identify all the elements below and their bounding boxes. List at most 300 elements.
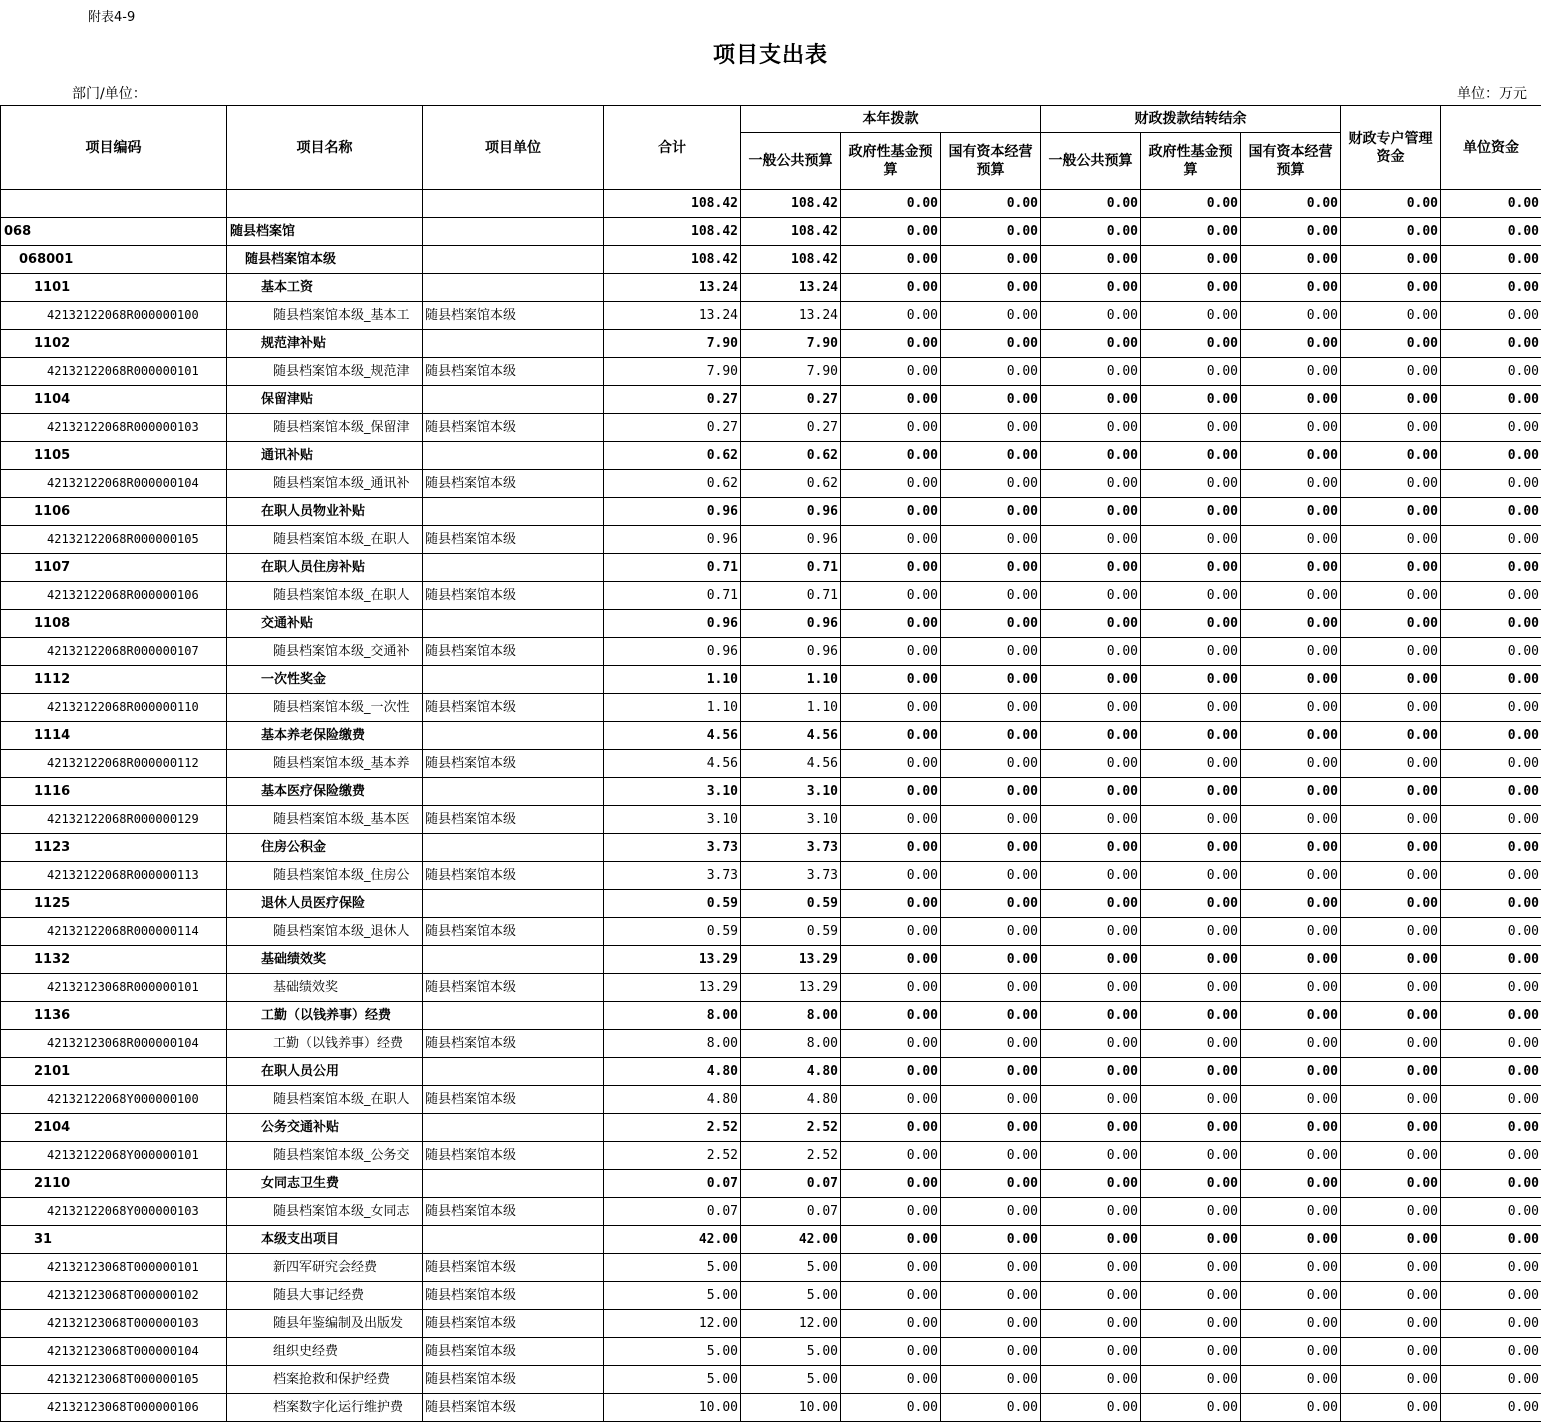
row-carry-general: 0.00 (1041, 1394, 1141, 1422)
row-own: 0.00 (1441, 862, 1541, 890)
row-code: 42132123068T000000103 (1, 1310, 227, 1338)
row-name (227, 190, 423, 218)
table-row (1, 274, 1541, 302)
row-unit: 随县档案馆本级 (423, 470, 604, 498)
row-unit (423, 722, 604, 750)
row-carry-general: 0.00 (1041, 554, 1141, 582)
row-current-general: 0.96 (741, 638, 841, 666)
table-row (1, 666, 1541, 694)
row-total: 0.96 (604, 638, 741, 666)
row-name: 随县档案馆 (227, 218, 423, 246)
row-carry-general: 0.00 (1041, 1086, 1141, 1114)
row-special: 0.00 (1341, 1058, 1441, 1086)
row-current-gov-fund: 0.00 (841, 582, 941, 610)
row-code: 42132122068R000000106 (1, 582, 227, 610)
table-row (1, 470, 1541, 498)
table-row (1, 1282, 1541, 1310)
row-special: 0.00 (1341, 890, 1441, 918)
row-current-state-capital: 0.00 (941, 1030, 1041, 1058)
row-special: 0.00 (1341, 1142, 1441, 1170)
row-carry-general: 0.00 (1041, 1254, 1141, 1282)
row-current-general: 3.10 (741, 806, 841, 834)
row-unit: 随县档案馆本级 (423, 1086, 604, 1114)
table-row (1, 1226, 1541, 1254)
row-carry-general: 0.00 (1041, 470, 1141, 498)
row-unit (423, 890, 604, 918)
row-total: 3.73 (604, 834, 741, 862)
table-row (1, 1198, 1541, 1226)
row-name: 随县档案馆本级_在职人 (227, 1086, 423, 1114)
row-unit (423, 778, 604, 806)
row-total: 0.07 (604, 1170, 741, 1198)
row-code: 42132123068R000000104 (1, 1030, 227, 1058)
row-current-general: 7.90 (741, 330, 841, 358)
row-own: 0.00 (1441, 498, 1541, 526)
row-current-gov-fund: 0.00 (841, 498, 941, 526)
row-carry-gov-fund: 0.00 (1141, 414, 1241, 442)
row-special: 0.00 (1341, 806, 1441, 834)
row-current-state-capital: 0.00 (941, 1310, 1041, 1338)
row-code: 42132123068T000000101 (1, 1254, 227, 1282)
row-name: 随县档案馆本级_在职人 (227, 582, 423, 610)
row-carry-gov-fund: 0.00 (1141, 526, 1241, 554)
row-own: 0.00 (1441, 274, 1541, 302)
row-code: 42132122068R000000104 (1, 470, 227, 498)
row-carry-general: 0.00 (1041, 1030, 1141, 1058)
row-own: 0.00 (1441, 1142, 1541, 1170)
row-current-state-capital: 0.00 (941, 470, 1041, 498)
row-carry-state-capital: 0.00 (1241, 974, 1341, 1002)
row-carry-general: 0.00 (1041, 946, 1141, 974)
row-current-gov-fund: 0.00 (841, 1198, 941, 1226)
row-current-gov-fund: 0.00 (841, 246, 941, 274)
row-code: 1116 (1, 778, 227, 806)
row-own: 0.00 (1441, 1030, 1541, 1058)
row-special: 0.00 (1341, 946, 1441, 974)
row-special: 0.00 (1341, 582, 1441, 610)
row-current-state-capital: 0.00 (941, 1254, 1041, 1282)
row-carry-gov-fund: 0.00 (1141, 638, 1241, 666)
row-current-general: 1.10 (741, 694, 841, 722)
row-carry-gov-fund: 0.00 (1141, 974, 1241, 1002)
row-current-gov-fund: 0.00 (841, 330, 941, 358)
row-current-state-capital: 0.00 (941, 834, 1041, 862)
row-name: 随县档案馆本级_退休人 (227, 918, 423, 946)
row-carry-gov-fund: 0.00 (1141, 778, 1241, 806)
row-current-gov-fund: 0.00 (841, 1310, 941, 1338)
row-unit (423, 218, 604, 246)
row-own: 0.00 (1441, 694, 1541, 722)
row-special: 0.00 (1341, 190, 1441, 218)
row-unit: 随县档案馆本级 (423, 1030, 604, 1058)
row-carry-general: 0.00 (1041, 582, 1141, 610)
row-own: 0.00 (1441, 1114, 1541, 1142)
row-own: 0.00 (1441, 1254, 1541, 1282)
row-current-state-capital: 0.00 (941, 750, 1041, 778)
dept-label: 部门/单位： (72, 86, 147, 102)
row-carry-general: 0.00 (1041, 750, 1141, 778)
row-total: 7.90 (604, 358, 741, 386)
row-unit (423, 386, 604, 414)
row-current-state-capital: 0.00 (941, 274, 1041, 302)
row-unit (423, 1058, 604, 1086)
row-carry-gov-fund: 0.00 (1141, 862, 1241, 890)
row-name: 保留津贴 (227, 386, 423, 414)
table-row (1, 918, 1541, 946)
row-name: 档案抢救和保护经费 (227, 1366, 423, 1394)
row-carry-gov-fund: 0.00 (1141, 1030, 1241, 1058)
row-current-gov-fund: 0.00 (841, 414, 941, 442)
row-current-state-capital: 0.00 (941, 386, 1041, 414)
row-current-general: 2.52 (741, 1142, 841, 1170)
row-total: 4.56 (604, 722, 741, 750)
row-current-gov-fund: 0.00 (841, 386, 941, 414)
row-current-general: 108.42 (741, 190, 841, 218)
row-carry-general: 0.00 (1041, 638, 1141, 666)
row-own: 0.00 (1441, 1394, 1541, 1422)
row-code: 31 (1, 1226, 227, 1254)
row-total: 7.90 (604, 330, 741, 358)
header-unit: 项目单位 (423, 106, 604, 190)
row-carry-gov-fund: 0.00 (1141, 330, 1241, 358)
row-unit (423, 1002, 604, 1030)
row-carry-general: 0.00 (1041, 1310, 1141, 1338)
header-total: 合计 (604, 106, 741, 190)
appendix-label: 附表4-9 (88, 10, 136, 25)
page-title: 项目支出表 (712, 43, 828, 68)
row-carry-state-capital: 0.00 (1241, 190, 1341, 218)
row-unit (423, 246, 604, 274)
row-code: 42132123068T000000102 (1, 1282, 227, 1310)
row-carry-gov-fund: 0.00 (1141, 302, 1241, 330)
row-carry-general: 0.00 (1041, 246, 1141, 274)
row-name: 随县档案馆本级_基本医 (227, 806, 423, 834)
row-code: 42132122068R000000110 (1, 694, 227, 722)
row-carry-gov-fund: 0.00 (1141, 722, 1241, 750)
header-carry-group: 财政拨款结转结余 (1041, 106, 1341, 133)
row-carry-gov-fund: 0.00 (1141, 1338, 1241, 1366)
row-name: 随县年鉴编制及出版发 (227, 1310, 423, 1338)
row-name: 随县大事记经费 (227, 1282, 423, 1310)
row-current-gov-fund: 0.00 (841, 750, 941, 778)
row-current-general: 0.27 (741, 386, 841, 414)
row-carry-general: 0.00 (1041, 610, 1141, 638)
row-name: 基本养老保险缴费 (227, 722, 423, 750)
row-carry-general: 0.00 (1041, 1338, 1141, 1366)
row-current-gov-fund: 0.00 (841, 834, 941, 862)
row-unit (423, 610, 604, 638)
table-row (1, 442, 1541, 470)
row-carry-general: 0.00 (1041, 1002, 1141, 1030)
row-current-general: 108.42 (741, 246, 841, 274)
row-special: 0.00 (1341, 1086, 1441, 1114)
row-carry-general: 0.00 (1041, 1114, 1141, 1142)
row-current-state-capital: 0.00 (941, 722, 1041, 750)
row-carry-state-capital: 0.00 (1241, 1226, 1341, 1254)
row-unit: 随县档案馆本级 (423, 918, 604, 946)
row-current-general: 5.00 (741, 1254, 841, 1282)
row-unit: 随县档案馆本级 (423, 414, 604, 442)
row-carry-state-capital: 0.00 (1241, 498, 1341, 526)
row-code: 1125 (1, 890, 227, 918)
row-own: 0.00 (1441, 610, 1541, 638)
row-carry-gov-fund: 0.00 (1141, 666, 1241, 694)
row-current-state-capital: 0.00 (941, 946, 1041, 974)
row-special: 0.00 (1341, 470, 1441, 498)
row-unit (423, 554, 604, 582)
row-carry-general: 0.00 (1041, 190, 1141, 218)
row-current-state-capital: 0.00 (941, 1142, 1041, 1170)
table-row (1, 246, 1541, 274)
row-current-general: 0.62 (741, 470, 841, 498)
row-carry-gov-fund: 0.00 (1141, 1394, 1241, 1422)
row-total: 108.42 (604, 246, 741, 274)
table-row (1, 722, 1541, 750)
row-unit (423, 190, 604, 218)
row-current-state-capital: 0.00 (941, 498, 1041, 526)
row-name: 组织史经费 (227, 1338, 423, 1366)
row-current-general: 0.59 (741, 918, 841, 946)
row-special: 0.00 (1341, 1170, 1441, 1198)
row-carry-gov-fund: 0.00 (1141, 750, 1241, 778)
table-body (1, 190, 1541, 1422)
row-total: 5.00 (604, 1338, 741, 1366)
row-total: 13.29 (604, 946, 741, 974)
table-row (1, 330, 1541, 358)
row-code: 2101 (1, 1058, 227, 1086)
row-code: 42132122068R000000107 (1, 638, 227, 666)
row-carry-state-capital: 0.00 (1241, 582, 1341, 610)
row-code: 1108 (1, 610, 227, 638)
row-code (1, 190, 227, 218)
row-current-gov-fund: 0.00 (841, 1254, 941, 1282)
row-code: 42132123068T000000106 (1, 1394, 227, 1422)
row-current-gov-fund: 0.00 (841, 974, 941, 1002)
table-row (1, 890, 1541, 918)
row-special: 0.00 (1341, 638, 1441, 666)
row-total: 4.56 (604, 750, 741, 778)
row-name: 随县档案馆本级_通讯补 (227, 470, 423, 498)
table-row (1, 694, 1541, 722)
row-code: 42132123068R000000101 (1, 974, 227, 1002)
row-carry-general: 0.00 (1041, 834, 1141, 862)
row-current-general: 3.73 (741, 834, 841, 862)
row-current-general: 108.42 (741, 218, 841, 246)
row-name: 随县档案馆本级_一次性 (227, 694, 423, 722)
row-carry-state-capital: 0.00 (1241, 1198, 1341, 1226)
row-current-gov-fund: 0.00 (841, 1282, 941, 1310)
row-code: 1107 (1, 554, 227, 582)
row-carry-state-capital: 0.00 (1241, 666, 1341, 694)
row-current-general: 4.56 (741, 722, 841, 750)
row-carry-general: 0.00 (1041, 1142, 1141, 1170)
row-name: 随县档案馆本级_公务交 (227, 1142, 423, 1170)
row-own: 0.00 (1441, 1366, 1541, 1394)
table-row (1, 638, 1541, 666)
row-current-state-capital: 0.00 (941, 1338, 1041, 1366)
row-name: 退休人员医疗保险 (227, 890, 423, 918)
row-carry-general: 0.00 (1041, 1366, 1141, 1394)
table-row (1, 218, 1541, 246)
header-current-group: 本年拨款 (741, 106, 1041, 133)
row-special: 0.00 (1341, 386, 1441, 414)
row-own: 0.00 (1441, 1226, 1541, 1254)
row-name: 在职人员住房补贴 (227, 554, 423, 582)
row-unit: 随县档案馆本级 (423, 806, 604, 834)
row-special: 0.00 (1341, 834, 1441, 862)
row-carry-gov-fund: 0.00 (1141, 246, 1241, 274)
row-total: 3.10 (604, 806, 741, 834)
row-unit: 随县档案馆本级 (423, 582, 604, 610)
row-total: 4.80 (604, 1058, 741, 1086)
row-current-general: 0.59 (741, 890, 841, 918)
row-code: 42132122068R000000129 (1, 806, 227, 834)
row-total: 0.07 (604, 1198, 741, 1226)
row-special: 0.00 (1341, 246, 1441, 274)
row-total: 2.52 (604, 1142, 741, 1170)
row-code: 42132122068R000000114 (1, 918, 227, 946)
row-unit: 随县档案馆本级 (423, 1394, 604, 1422)
row-current-general: 0.07 (741, 1198, 841, 1226)
row-current-state-capital: 0.00 (941, 414, 1041, 442)
row-current-general: 7.90 (741, 358, 841, 386)
row-code: 42132122068R000000112 (1, 750, 227, 778)
row-current-gov-fund: 0.00 (841, 1030, 941, 1058)
row-current-general: 13.29 (741, 974, 841, 1002)
row-carry-general: 0.00 (1041, 666, 1141, 694)
row-current-gov-fund: 0.00 (841, 722, 941, 750)
header-current-gov-fund: 政府性基金预算 (841, 133, 941, 190)
header-own: 单位资金 (1441, 106, 1541, 190)
row-carry-gov-fund: 0.00 (1141, 1058, 1241, 1086)
table-row (1, 1310, 1541, 1338)
row-current-state-capital: 0.00 (941, 1170, 1041, 1198)
row-special: 0.00 (1341, 610, 1441, 638)
row-carry-general: 0.00 (1041, 1226, 1141, 1254)
row-carry-gov-fund: 0.00 (1141, 1086, 1241, 1114)
row-name: 随县档案馆本级_在职人 (227, 526, 423, 554)
row-current-general: 5.00 (741, 1282, 841, 1310)
row-total: 0.59 (604, 890, 741, 918)
row-carry-gov-fund: 0.00 (1141, 1170, 1241, 1198)
row-own: 0.00 (1441, 918, 1541, 946)
header-carry-gov-fund: 政府性基金预算 (1141, 133, 1241, 190)
row-name: 基础绩效奖 (227, 974, 423, 1002)
table-row (1, 1030, 1541, 1058)
table-row (1, 498, 1541, 526)
row-current-state-capital: 0.00 (941, 526, 1041, 554)
row-current-general: 8.00 (741, 1002, 841, 1030)
row-carry-state-capital: 0.00 (1241, 470, 1341, 498)
row-carry-gov-fund: 0.00 (1141, 806, 1241, 834)
row-own: 0.00 (1441, 1338, 1541, 1366)
table-row (1, 302, 1541, 330)
row-code: 1132 (1, 946, 227, 974)
row-current-general: 0.71 (741, 554, 841, 582)
row-current-state-capital: 0.00 (941, 1114, 1041, 1142)
row-current-gov-fund: 0.00 (841, 358, 941, 386)
row-special: 0.00 (1341, 722, 1441, 750)
table-row (1, 386, 1541, 414)
row-total: 0.96 (604, 498, 741, 526)
row-carry-state-capital: 0.00 (1241, 694, 1341, 722)
row-code: 1105 (1, 442, 227, 470)
row-current-gov-fund: 0.00 (841, 470, 941, 498)
row-carry-state-capital: 0.00 (1241, 414, 1341, 442)
row-current-gov-fund: 0.00 (841, 442, 941, 470)
row-current-state-capital: 0.00 (941, 1058, 1041, 1086)
project-expenditure-table (0, 105, 1541, 1422)
table-row (1, 610, 1541, 638)
row-total: 5.00 (604, 1254, 741, 1282)
row-current-gov-fund: 0.00 (841, 190, 941, 218)
row-total: 13.24 (604, 274, 741, 302)
row-own: 0.00 (1441, 218, 1541, 246)
row-current-state-capital: 0.00 (941, 610, 1041, 638)
row-current-state-capital: 0.00 (941, 190, 1041, 218)
row-special: 0.00 (1341, 218, 1441, 246)
row-current-gov-fund: 0.00 (841, 890, 941, 918)
table-row (1, 750, 1541, 778)
row-current-state-capital: 0.00 (941, 246, 1041, 274)
row-name: 基本工资 (227, 274, 423, 302)
row-name: 公务交通补贴 (227, 1114, 423, 1142)
row-own: 0.00 (1441, 946, 1541, 974)
row-carry-state-capital: 0.00 (1241, 806, 1341, 834)
row-carry-gov-fund: 0.00 (1141, 946, 1241, 974)
row-total: 2.52 (604, 1114, 741, 1142)
row-carry-state-capital: 0.00 (1241, 750, 1341, 778)
row-total: 108.42 (604, 190, 741, 218)
row-current-gov-fund: 0.00 (841, 1226, 941, 1254)
row-carry-state-capital: 0.00 (1241, 274, 1341, 302)
row-carry-state-capital: 0.00 (1241, 442, 1341, 470)
row-code: 42132122068Y000000101 (1, 1142, 227, 1170)
row-special: 0.00 (1341, 778, 1441, 806)
row-carry-gov-fund: 0.00 (1141, 498, 1241, 526)
row-own: 0.00 (1441, 1002, 1541, 1030)
row-unit: 随县档案馆本级 (423, 1142, 604, 1170)
row-code: 1136 (1, 1002, 227, 1030)
row-name: 随县档案馆本级 (227, 246, 423, 274)
row-current-state-capital: 0.00 (941, 330, 1041, 358)
row-current-state-capital: 0.00 (941, 1394, 1041, 1422)
row-code: 1104 (1, 386, 227, 414)
table-row (1, 190, 1541, 218)
row-current-general: 13.24 (741, 302, 841, 330)
row-total: 42.00 (604, 1226, 741, 1254)
row-unit: 随县档案馆本级 (423, 1310, 604, 1338)
header-name: 项目名称 (227, 106, 423, 190)
row-current-general: 3.10 (741, 778, 841, 806)
row-current-gov-fund: 0.00 (841, 274, 941, 302)
row-name: 工勤（以钱养事）经费 (227, 1002, 423, 1030)
row-carry-gov-fund: 0.00 (1141, 386, 1241, 414)
row-carry-gov-fund: 0.00 (1141, 1366, 1241, 1394)
row-total: 4.80 (604, 1086, 741, 1114)
row-carry-general: 0.00 (1041, 526, 1141, 554)
row-code: 1114 (1, 722, 227, 750)
row-code: 1102 (1, 330, 227, 358)
row-name: 女同志卫生费 (227, 1170, 423, 1198)
row-unit: 随县档案馆本级 (423, 750, 604, 778)
row-current-state-capital: 0.00 (941, 1198, 1041, 1226)
row-unit: 随县档案馆本级 (423, 638, 604, 666)
row-name: 随县档案馆本级_女同志 (227, 1198, 423, 1226)
row-special: 0.00 (1341, 918, 1441, 946)
row-current-gov-fund: 0.00 (841, 778, 941, 806)
row-special: 0.00 (1341, 1198, 1441, 1226)
